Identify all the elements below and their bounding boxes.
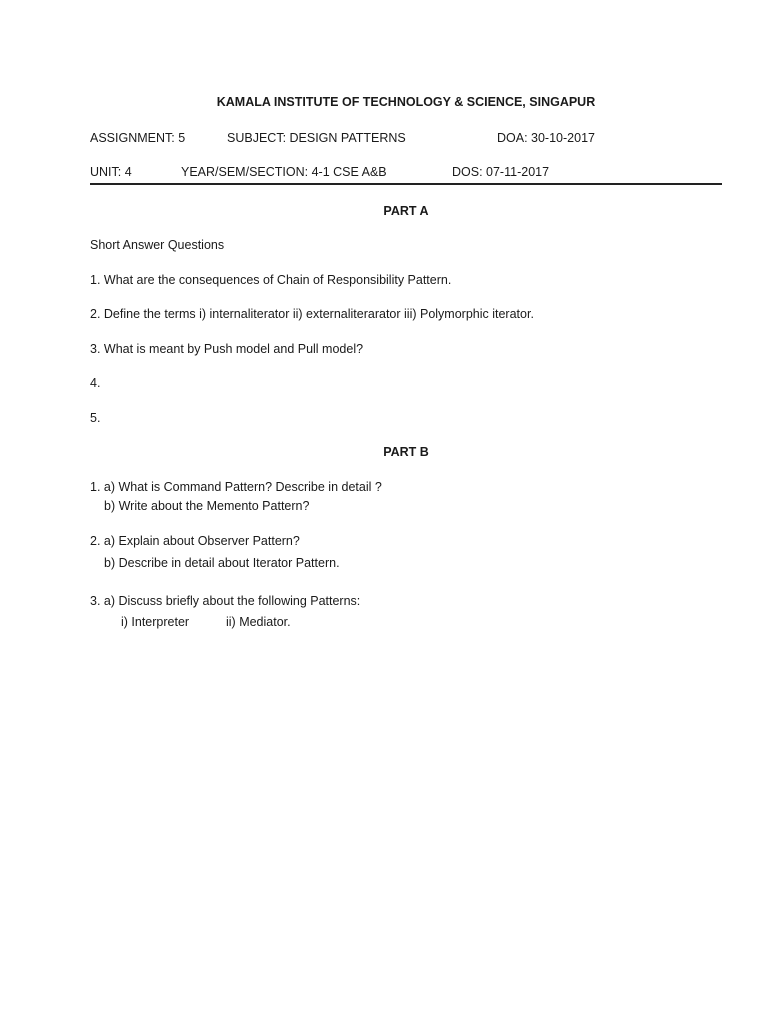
date-of-submission: DOS: 07-11-2017 (452, 165, 550, 179)
unit: UNIT: 4 (90, 165, 132, 179)
part-a-question: 2. Define the terms i) internaliterator ii) externaliterarator iii) Polymorphic iterator. (90, 307, 534, 321)
header-divider (90, 183, 722, 185)
part-b-question-1a: 1. a) What is Command Pattern? Describe in detail ? (90, 480, 382, 494)
part-a-question: 4. (90, 376, 101, 390)
institute-title: KAMALA INSTITUTE OF TECHNOLOGY & SCIENCE, SINGAPUR (216, 95, 596, 109)
part-b-heading: PART B (383, 445, 429, 459)
part-b-question-2a: 2. a) Explain about Observer Pattern? (90, 534, 300, 548)
date-of-assignment: DOA: 30-10-2017 (497, 131, 595, 145)
year-sem-section: YEAR/SEM/SECTION: 4-1 CSE A&B (181, 165, 387, 179)
part-a-subheading: Short Answer Questions (90, 238, 225, 252)
part-a-question: 5. (90, 411, 101, 425)
part-b-question-3-item-ii: ii) Mediator. (226, 615, 291, 629)
part-b-question-1b: b) Write about the Memento Pattern? (104, 499, 310, 513)
part-b-question-3a: 3. a) Discuss briefly about the following Patterns: (90, 594, 361, 608)
part-b-question-2b: b) Describe in detail about Iterator Pattern. (104, 556, 340, 570)
part-b-question-3-item-i: i) Interpreter (121, 615, 190, 629)
part-a-question: 1. What are the consequences of Chain of Responsibility Pattern. (90, 273, 452, 287)
assignment-number: ASSIGNMENT: 5 (90, 131, 186, 145)
part-a-question: 3. What is meant by Push model and Pull model? (90, 342, 364, 356)
subject: SUBJECT: DESIGN PATTERNS (227, 131, 406, 145)
part-a-heading: PART A (383, 204, 429, 218)
